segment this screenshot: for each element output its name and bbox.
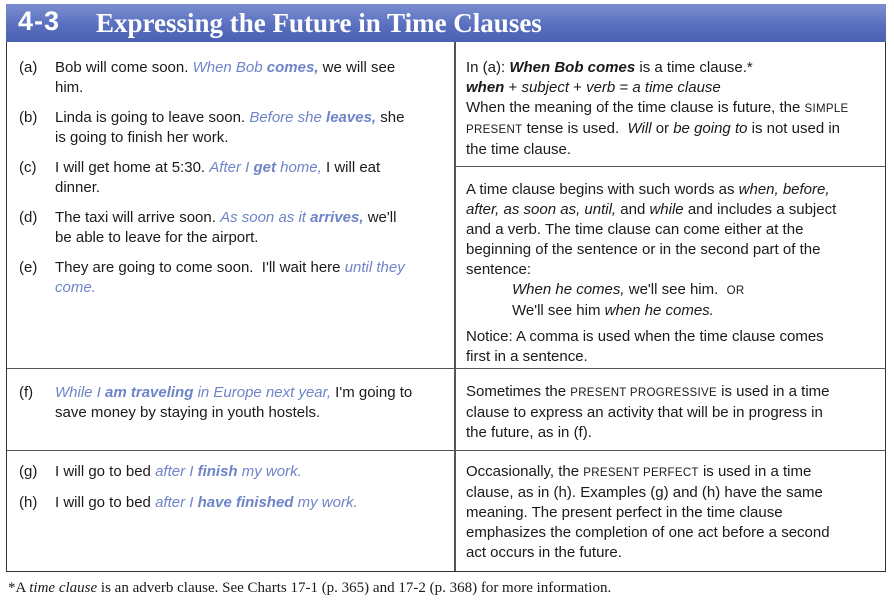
example-label: (g): [19, 463, 38, 480]
time-clause-verb: leaves,: [326, 109, 377, 126]
example-text: we will see: [322, 59, 396, 76]
explanation-text: emphasizes the completion of one act before a second: [466, 524, 830, 541]
example-text: we'll: [367, 209, 397, 226]
time-clause-example: When Bob comes: [509, 59, 636, 76]
time-clause-verb: comes,: [266, 59, 319, 76]
explanation-text: tense is used.: [526, 120, 620, 137]
time-words: when, before,: [738, 181, 830, 198]
time-clause: While I: [55, 384, 101, 401]
time-clause: When Bob: [192, 59, 263, 76]
example-text: is going to finish her work.: [55, 129, 229, 146]
grammar-term: PRESENT: [466, 124, 523, 136]
explanation-text: clause, as in (h). Examples (g) and (h) have the same: [466, 484, 823, 501]
explanation-3: [466, 382, 881, 443]
grammar-term: PRESENT PERFECT: [583, 467, 699, 479]
footnote-text: is an adverb clause. See Charts 17-1 (p. 365) and 17-2 (p. 368) for more information.: [100, 580, 612, 596]
formula-subject: subject: [521, 79, 569, 96]
formula-result: a time clause: [632, 79, 721, 96]
explanation-text: beginning of the sentence or in the second part of the: [466, 241, 821, 258]
row-divider: [7, 368, 886, 369]
explanation-text: clause to express an activity that will be in progress in: [466, 404, 823, 421]
time-words: while: [649, 201, 684, 218]
chart-title: Expressing the Future in Time Clauses: [96, 8, 542, 38]
explanation-text: or: [655, 120, 670, 137]
explanation-text: and a verb. The time clause can come either at the: [466, 221, 804, 238]
example-sentence: when he comes.: [604, 302, 714, 319]
explanation-text: Sometimes the: [466, 383, 567, 400]
time-clause-verb: have finished: [197, 494, 294, 511]
example-label: (c): [19, 159, 37, 176]
explanation-text: meaning. The present perfect in the time clause: [466, 504, 783, 521]
example-label: (f): [19, 384, 34, 401]
example-text: Bob will come soon.: [55, 59, 189, 76]
explanation-text: first in a sentence.: [466, 348, 588, 365]
grammar-term: Will: [627, 120, 652, 137]
time-words: after, as soon as, until,: [466, 201, 617, 218]
explanation-text: the time clause.: [466, 141, 572, 158]
example-text: dinner.: [55, 179, 101, 196]
formula-verb: verb: [586, 79, 616, 96]
explanation-text: When the meaning of the time clause is future, the: [466, 99, 801, 116]
footnote: [8, 580, 611, 597]
time-clause: in Europe next year,: [197, 384, 331, 401]
chart-header: [6, 4, 886, 42]
time-clause: home,: [280, 159, 322, 176]
formula-plus: +: [573, 79, 582, 96]
time-clause: Before she: [249, 109, 322, 126]
explanation-text: and includes a subject: [687, 201, 837, 218]
explanation-text: is used in a time: [721, 383, 830, 400]
time-clause-verb: get: [253, 159, 276, 176]
example-text: she: [380, 109, 405, 126]
column-divider: [454, 42, 456, 571]
explanation-text: the future, as in (f).: [466, 424, 592, 441]
grammar-term: be going to: [673, 120, 748, 137]
example-label: (b): [19, 109, 38, 126]
example-sentence: we'll see him.: [628, 281, 719, 298]
explanation-text: A time clause begins with such words as: [466, 181, 735, 198]
example-label: (d): [19, 209, 38, 226]
formula-plus: +: [508, 79, 518, 96]
explanation-text: is used in a time: [702, 463, 812, 480]
explanation-text: In (a):: [466, 59, 506, 76]
grammar-chart-table: [6, 42, 886, 572]
chart-number: 4-3: [18, 6, 61, 36]
explanation-text: Occasionally, the: [466, 463, 580, 480]
time-clause: my work.: [297, 494, 358, 511]
explanation-2: [466, 180, 881, 367]
footnote-term: time clause: [29, 580, 98, 596]
time-clause: After I: [209, 159, 250, 176]
explanation-1: [466, 58, 881, 160]
example-text: be able to leave for the airport.: [55, 229, 259, 246]
example-text: I'm going to: [335, 384, 413, 401]
example-text: I will go to bed: [55, 494, 151, 511]
explanation-text: and: [620, 201, 646, 218]
example-text: I will eat: [326, 159, 381, 176]
time-clause: come.: [55, 279, 96, 296]
time-clause-verb: arrives,: [310, 209, 364, 226]
explanation-4: [466, 462, 881, 563]
explanation-text: Notice: A comma is used when the time clause comes: [466, 328, 824, 345]
time-clause-verb: finish: [197, 463, 238, 480]
time-clause: my work.: [241, 463, 302, 480]
example-sentence: When he comes,: [512, 281, 625, 298]
example-text: save money by staying in youth hostels.: [55, 404, 321, 421]
explanation-text: act occurs in the future.: [466, 544, 622, 561]
formula-equals: =: [619, 79, 629, 96]
example-sentence: We'll see him: [512, 302, 601, 319]
example-text: him.: [55, 79, 84, 96]
example-text: I will get home at 5:30.: [55, 159, 206, 176]
time-clause: As soon as it: [220, 209, 306, 226]
example-label: (e): [19, 259, 38, 276]
example-label: (a): [19, 59, 38, 76]
explanation-text: is a time clause.*: [639, 59, 753, 76]
grammar-term: PRESENT PROGRESSIVE: [570, 387, 717, 399]
example-text: The taxi will arrive soon.: [55, 209, 216, 226]
row-divider: [456, 166, 886, 167]
example-text: I will go to bed: [55, 463, 151, 480]
or-label: OR: [726, 285, 745, 297]
explanation-text: is not used in: [751, 120, 841, 137]
row-divider: [7, 450, 886, 451]
time-clause: until they: [344, 259, 405, 276]
time-clause: after I: [155, 494, 194, 511]
time-clause-verb: am traveling: [105, 384, 194, 401]
example-text: Linda is going to leave soon.: [55, 109, 246, 126]
formula-when: when: [466, 79, 505, 96]
explanation-text: sentence:: [466, 261, 532, 278]
example-label: (h): [19, 494, 38, 511]
grammar-term: SIMPLE: [804, 103, 849, 115]
example-text: They are going to come soon. I'll wait here: [55, 259, 341, 276]
footnote-mark: *A: [8, 580, 26, 596]
time-clause: after I: [155, 463, 194, 480]
